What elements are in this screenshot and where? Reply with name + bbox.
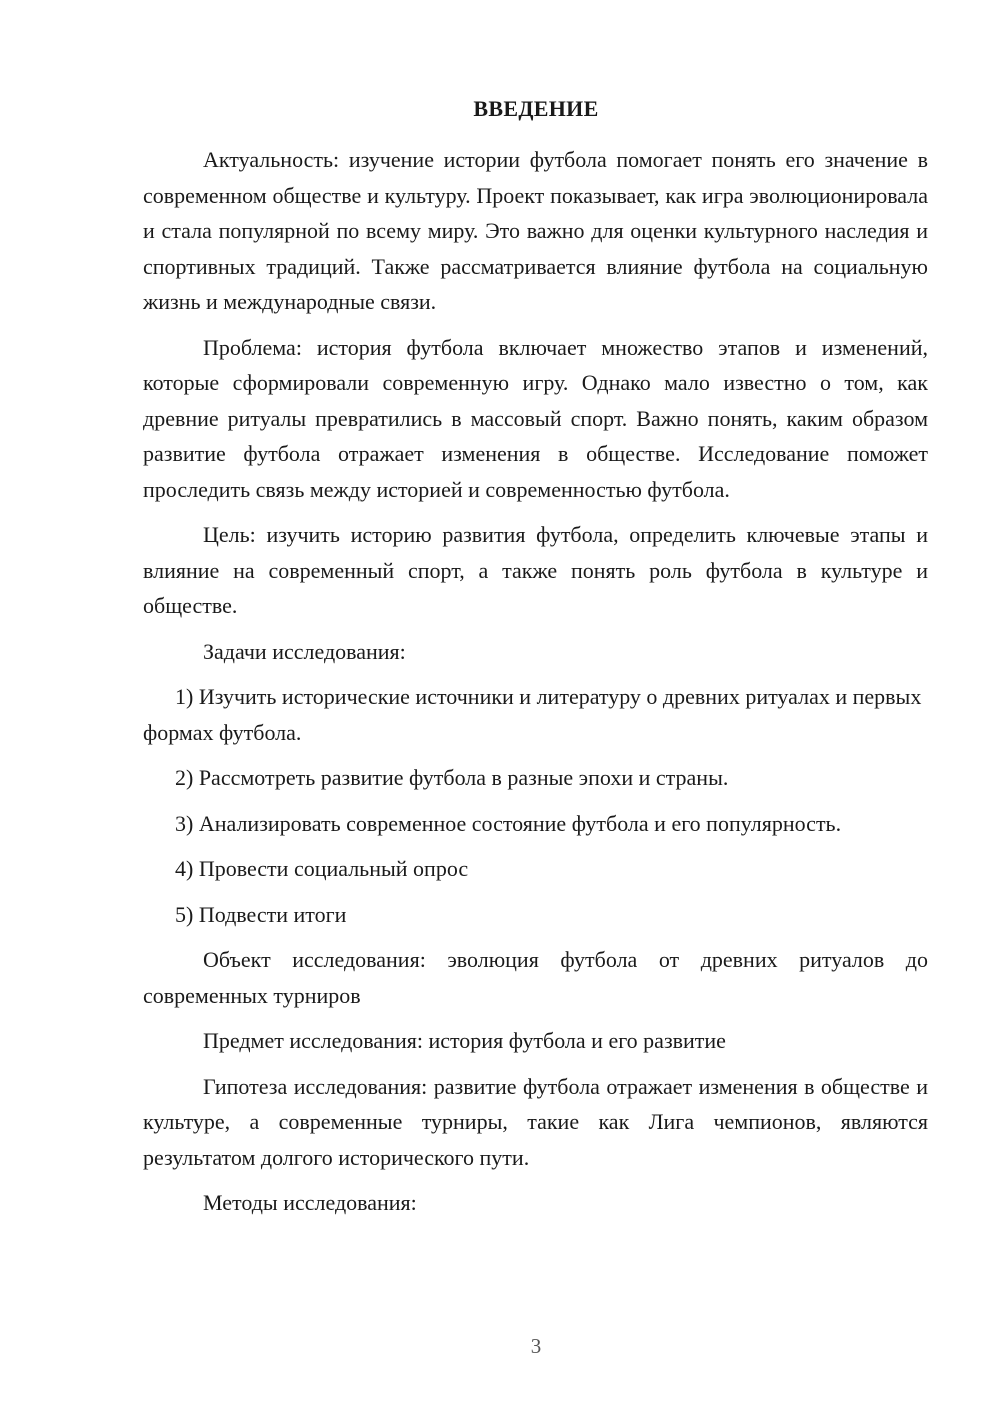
paragraph-problem: Проблема: история футбола включает множество этапов и изменений, которые сформировали современную игру. Однако мало известно о том, как древние ритуалы превратились в массовый спорт. Важно понять, каким образом развитие футбола отражает изменения в обществе. Исследование поможет проследить связь между историей и современностью футбола. — [143, 334, 928, 502]
paragraph-hypothesis: Гипотеза исследования: развитие футбола отражает изменения в обществе и культуре, а современные турниры, такие как Лига чемпионов, являются результатом долгого исторического пути. — [143, 1073, 928, 1170]
paragraph-relevance: Актуальность: изучение истории футбола помогает понять его значение в современном обществе и культуру. Проект показывает, как игра эволюционировала и стала популярной по всему миру. Это важно для оценки культурного наследия и спортивных традиций. Также рассматривается влияние футбола на социальную жизнь и международные связи. — [143, 147, 928, 314]
list-item-task-4: 4) Провести социальный опрос — [175, 856, 469, 881]
methods-heading: Методы исследования: — [203, 1190, 417, 1215]
paragraph-subject: Предмет исследования: история футбола и его развитие — [203, 1028, 726, 1053]
list-item-task-5: 5) Подвести итоги — [175, 901, 347, 927]
document-body — [143, 142, 928, 1231]
page-title: ВВЕДЕНИЕ — [473, 96, 599, 121]
paragraph-goal: Цель: изучить историю развития футбола, определить ключевые этапы и влияние на современный спорт, а также понять роль футбола в культуре и обществе. — [143, 522, 928, 618]
page-number: 3 — [530, 1334, 542, 1358]
list-item-task-1: 1) Изучить исторические источники и литературу о древних ритуалах и первых формах футбола. — [143, 684, 922, 745]
paragraph-object: Объект исследования: эволюция футбола от древних ритуалов до современных турниров — [143, 947, 928, 1008]
list-item-task-3: 3) Анализировать современное состояние футбола и его популярность. — [175, 810, 842, 836]
tasks-heading: Задачи исследования: — [203, 638, 406, 664]
list-item-task-2: 2) Рассмотреть развитие футбола в разные эпохи и страны. — [175, 765, 729, 790]
